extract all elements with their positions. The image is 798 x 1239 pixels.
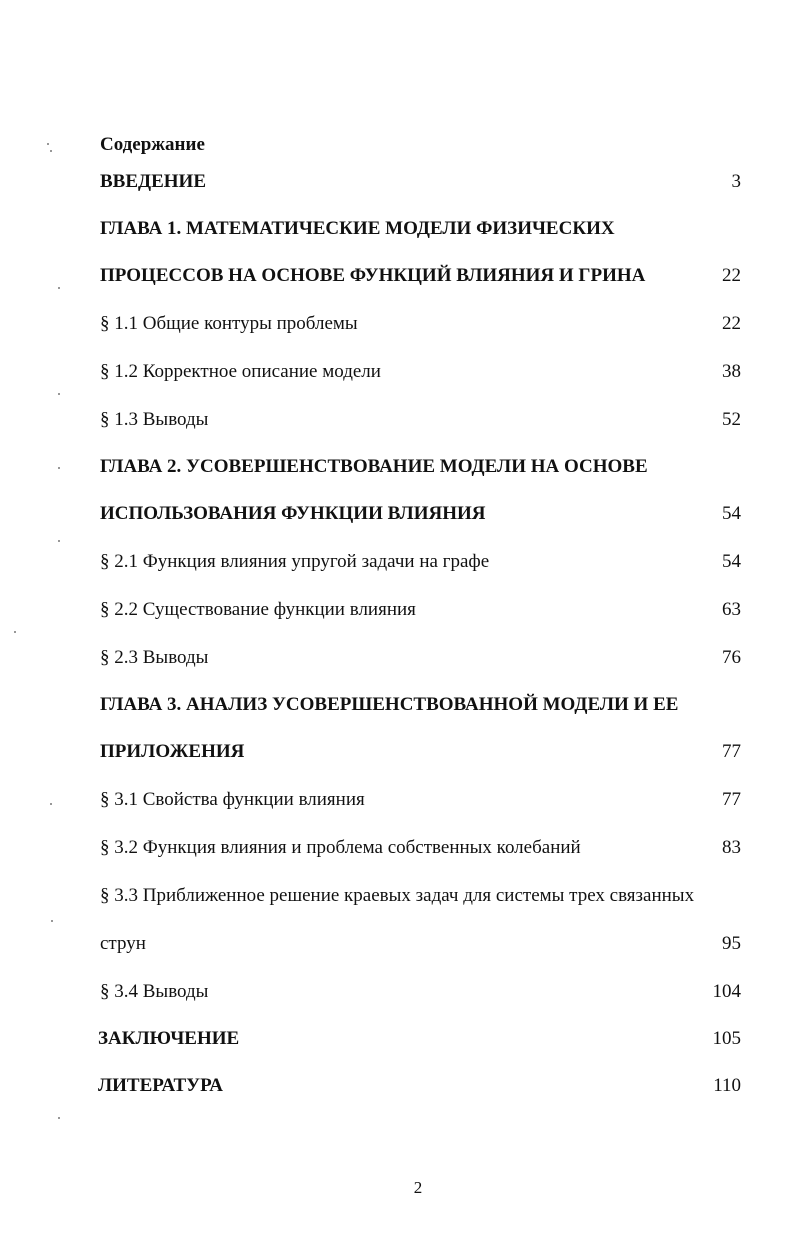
toc-entry-title: ИСПОЛЬЗОВАНИЯ ФУНКЦИИ ВЛИЯНИЯ	[100, 503, 486, 524]
toc-entry	[98, 1025, 239, 1053]
toc-entry	[100, 548, 489, 576]
toc-entry-page: 83	[722, 837, 741, 858]
scan-speck	[58, 287, 60, 289]
toc-entry-title: § 3.1 Свойства функции влияния	[100, 789, 365, 810]
scan-speck	[58, 467, 60, 469]
toc-entry-title: ПРИЛОЖЕНИЯ	[100, 741, 245, 762]
toc-entry	[100, 786, 365, 814]
toc-entry	[100, 882, 694, 910]
toc-entry-title: ГЛАВА 3. АНАЛИЗ УСОВЕРШЕНСТВОВАННОЙ МОДЕЛИ И ЕЕ	[100, 694, 679, 715]
toc-entry-page: 54	[722, 551, 741, 572]
toc-entry-title: § 1.1 Общие контуры проблемы	[100, 313, 358, 334]
toc-entry	[100, 691, 678, 719]
toc-entry	[100, 834, 581, 862]
toc-entry-title: § 1.2 Корректное описание модели	[100, 361, 381, 382]
toc-entry-page: 105	[712, 1028, 741, 1049]
toc-entry	[100, 310, 358, 338]
toc-entry-title: ГЛАВА 2. УСОВЕРШЕНСТВОВАНИЕ МОДЕЛИ НА ОСНОВЕ	[100, 456, 648, 477]
toc-entry-page: 110	[713, 1075, 741, 1096]
toc-entry	[100, 168, 206, 196]
scan-speck	[14, 631, 16, 633]
toc-entry-page: 54	[722, 503, 741, 524]
toc-entry-title: ПРОЦЕССОВ НА ОСНОВЕ ФУНКЦИЙ ВЛИЯНИЯ И ГРИНА	[100, 265, 646, 286]
toc-entry	[100, 644, 208, 672]
toc-entry	[100, 453, 648, 481]
scan-speck	[51, 920, 53, 922]
toc-entry-title: ВВЕДЕНИЕ	[100, 171, 206, 192]
toc-entry-page: 95	[722, 933, 741, 954]
scan-speck	[58, 393, 60, 395]
toc-entry-title: ЛИТЕРАТУРА	[98, 1075, 224, 1096]
toc-entry-page: 22	[722, 265, 741, 286]
toc-entry-page: 63	[722, 599, 741, 620]
toc-entry-title: § 3.3 Приближенное решение краевых задач для системы трех связанных	[100, 885, 695, 906]
toc-entry	[100, 406, 208, 434]
toc-entry	[100, 930, 146, 958]
toc-entry	[100, 500, 485, 528]
toc-entry	[98, 1072, 223, 1100]
toc-entry-page: 38	[722, 361, 741, 382]
toc-entry-page: 77	[722, 789, 741, 810]
page-number: 2	[413, 1178, 423, 1197]
toc-entry-title: § 2.1 Функция влияния упругой задачи на графе	[100, 551, 490, 572]
toc-entry-title: § 3.2 Функция влияния и проблема собственных колебаний	[100, 837, 581, 858]
scan-speck	[50, 803, 52, 805]
scan-speck	[47, 143, 49, 145]
toc-entry-title: § 2.3 Выводы	[100, 647, 209, 668]
toc-entry-page: 104	[712, 981, 741, 1002]
toc-entry-title: § 2.2 Существование функции влияния	[100, 599, 416, 620]
toc-entry-title: ГЛАВА 1. МАТЕМАТИЧЕСКИЕ МОДЕЛИ ФИЗИЧЕСКИХ	[100, 218, 615, 239]
toc-entry	[100, 262, 645, 290]
toc-entry	[100, 738, 244, 766]
toc-heading: Содержание	[100, 134, 205, 155]
toc-entry-page: 3	[731, 171, 741, 192]
scan-speck	[58, 540, 60, 542]
toc-entry	[100, 978, 208, 1006]
toc-entry-title: ЗАКЛЮЧЕНИЕ	[98, 1028, 240, 1049]
scan-speck	[50, 150, 52, 152]
toc-entry	[100, 358, 381, 386]
toc-entry	[100, 596, 416, 624]
toc-entry-title: струн	[100, 933, 146, 954]
scan-speck	[58, 1117, 60, 1119]
toc-entry-page: 52	[722, 409, 741, 430]
toc-entry-title: § 1.3 Выводы	[100, 409, 209, 430]
toc-entry-title: § 3.4 Выводы	[100, 981, 209, 1002]
toc-entry	[100, 215, 615, 243]
toc-entry-page: 76	[722, 647, 741, 668]
toc-entry-page: 77	[722, 741, 741, 762]
toc-entry-page: 22	[722, 313, 741, 334]
